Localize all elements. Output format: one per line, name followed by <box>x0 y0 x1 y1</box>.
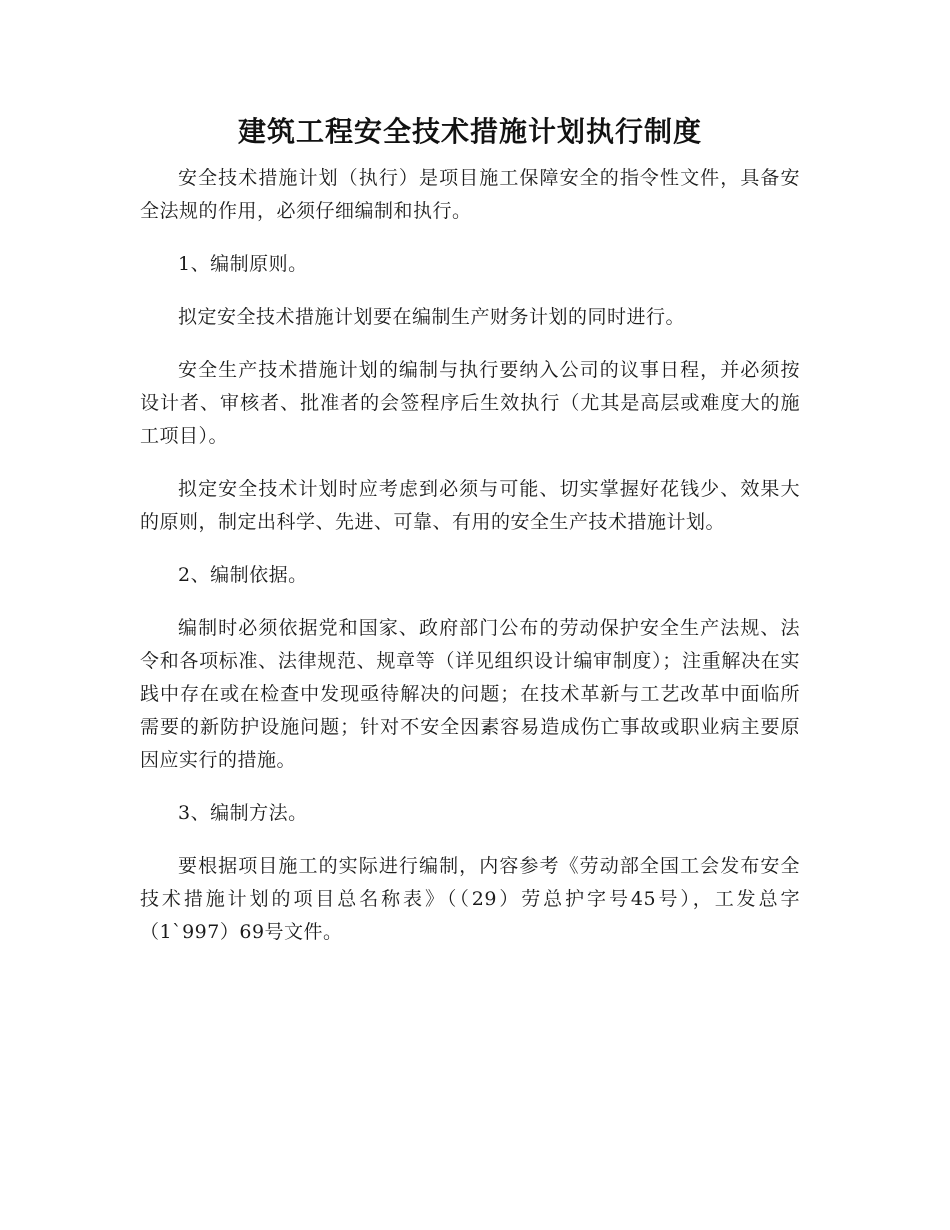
paragraph-principle-2: 安全生产技术措施计划的编制与执行要纳入公司的议事日程，并必须按设计者、审核者、批准者的会签程序后生效执行（尤其是高层或难度大的施工项目）。 <box>140 359 800 447</box>
section-heading-principles: 1、编制原则。 <box>178 253 308 275</box>
section-heading-basis: 2、编制依据。 <box>178 564 308 586</box>
paragraph-principle-3: 拟定安全技术计划时应考虑到必须与可能、切实掌握好花钱少、效果大的原则，制定出科学、先进、可靠、有用的安全生产技术措施计划。 <box>140 478 800 533</box>
document-title: 建筑工程安全技术措施计划执行制度 <box>237 115 702 148</box>
document-page <box>140 108 800 969</box>
paragraph-intro: 安全技术措施计划（执行）是项目施工保障安全的指令性文件，具备安全法规的作用，必须仔细编制和执行。 <box>140 167 800 222</box>
paragraph-method: 要根据项目施工的实际进行编制，内容参考《劳动部全国工会发布安全技术措施计划的项目总名称表》（（29）劳总护字号45号），工发总字（1`997）69号文件。 <box>140 855 800 943</box>
section-heading-method: 3、编制方法。 <box>178 802 308 824</box>
paragraph-basis: 编制时必须依据党和国家、政府部门公布的劳动保护安全生产法规、法令和各项标准、法律规范、规章等（详见组织设计编审制度）；注重解决在实践中存在或在检查中发现亟待解决的问题；在技术革新与工艺改革中面临所需要的新防护设施问题；针对不安全因素容易造成伤亡事故或职业病主要原因应实行的措施。 <box>140 617 800 771</box>
paragraph-principle-1: 拟定安全技术措施计划要在编制生产财务计划的同时进行。 <box>178 306 686 328</box>
